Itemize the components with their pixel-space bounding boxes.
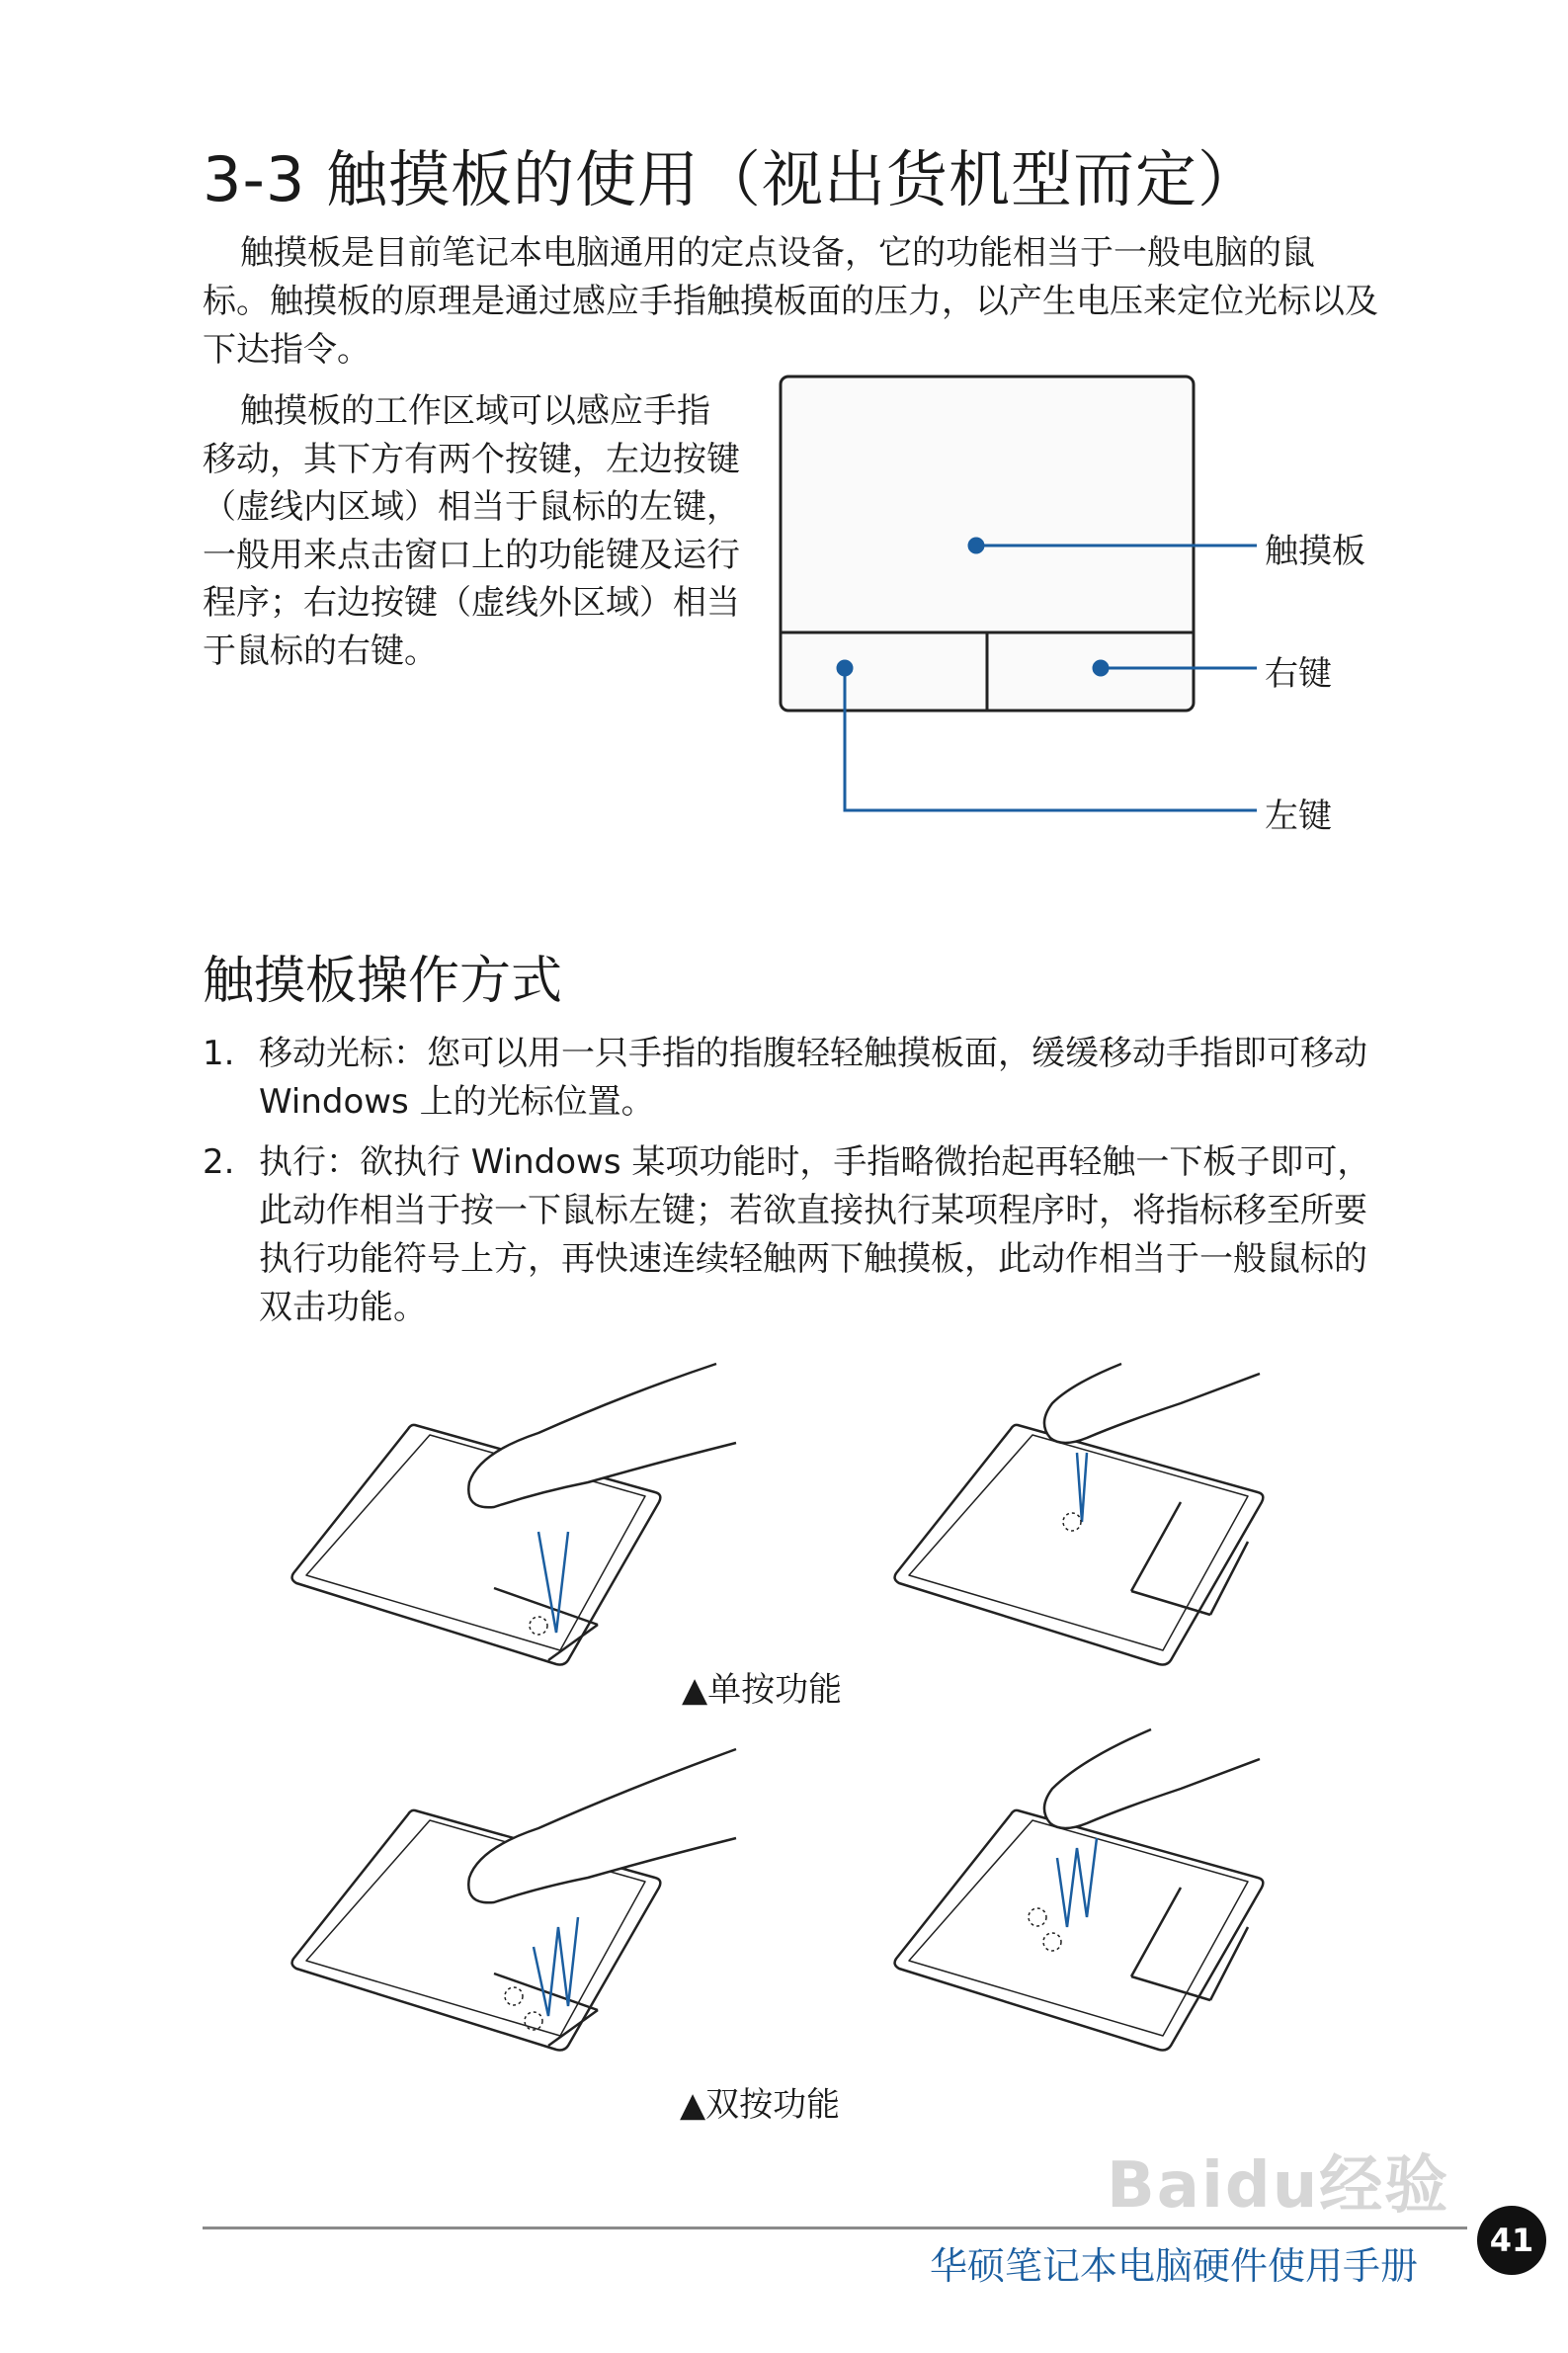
touchpad-diagram	[0, 0, 1568, 889]
item-text: 执行：欲执行 Windows 某项功能时，手指略微抬起再轻触一下板子即可，此动作相当于按一下鼠标左键；若欲直接执行某项程序时，将指标移至所要执行功能符号上方，再快速连续轻触两下触摸板，此动作相当于一般鼠标的双击功能。	[259, 1142, 1371, 1327]
item-number: 1.	[203, 1034, 235, 1073]
footer-manual-title: 华硕笔记本电脑硬件使用手册	[929, 2244, 1418, 2288]
item-text: 移动光标：您可以用一只手指的指腹轻轻触摸板面，缓缓移动手指即可移动 Windows 上的光标位置。	[259, 1034, 1367, 1122]
double-tap-caption: ▲双按功能	[680, 2085, 841, 2125]
single-tap-illustration-right	[884, 1364, 1279, 1690]
page-title: 3-3 触摸板的使用（视出货机型而定）	[203, 143, 1260, 215]
double-tap-illustration-left	[282, 1749, 677, 2075]
single-tap-caption: ▲单按功能	[682, 1670, 843, 1710]
footer-divider	[203, 2227, 1467, 2229]
item-number: 2.	[203, 1142, 235, 1182]
right-key-label: 右键	[1265, 654, 1332, 694]
single-tap-illustration-left	[282, 1364, 677, 1690]
section-title: 触摸板操作方式	[203, 952, 563, 1011]
left-key-label: 左键	[1265, 797, 1332, 836]
page-number-badge: 41	[1477, 2206, 1546, 2275]
work-area-paragraph: 触摸板的工作区域可以感应手指移动，其下方有两个按键，左边按键（虚线内区域）相当于鼠标的左键，一般用来点击窗口上的功能键及运行程序；右边按键（虚线外区域）相当于鼠标的右键。	[203, 391, 740, 671]
double-tap-illustration-right	[884, 1729, 1279, 2056]
watermark-logo: Baidu经验	[1107, 2149, 1450, 2223]
intro-paragraph: 触摸板是目前笔记本电脑通用的定点设备，它的功能相当于一般电脑的鼠标。触摸板的原理是通过感应手指触摸板面的压力，以产生电压来定位光标以及下达指令。	[203, 233, 1378, 370]
touchpad-label: 触摸板	[1265, 532, 1365, 571]
